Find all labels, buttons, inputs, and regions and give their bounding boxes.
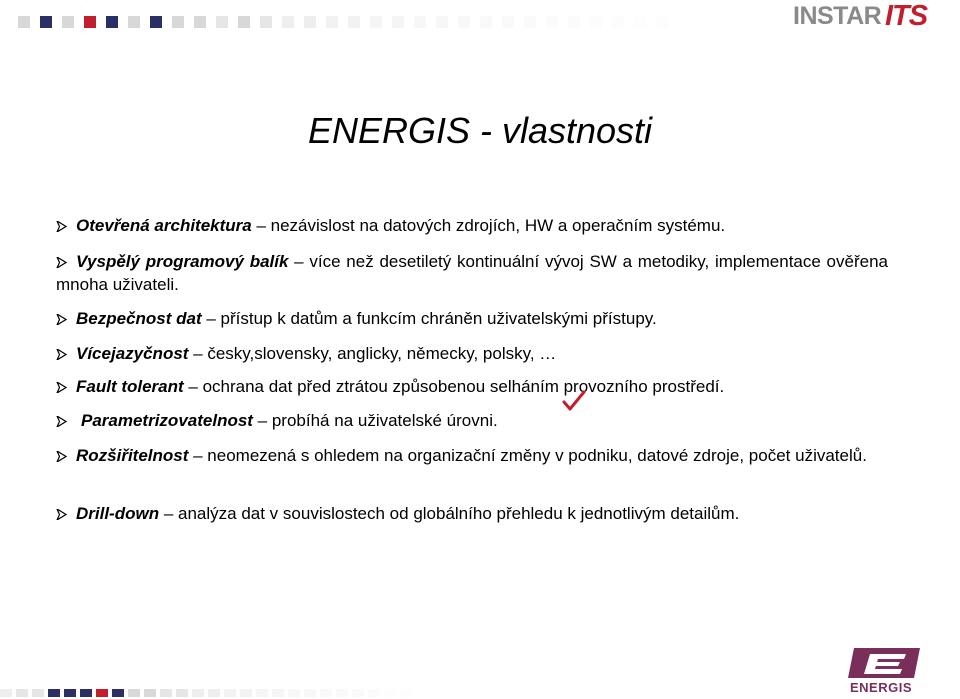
arrow-bullet-icon <box>56 314 67 325</box>
bullet-term: Fault tolerant <box>76 377 184 396</box>
list-item <box>56 444 888 467</box>
deco-square <box>160 689 172 697</box>
deco-square <box>272 689 284 697</box>
bottom-decorative-bar <box>0 683 830 699</box>
deco-square <box>176 689 188 697</box>
deco-square <box>304 16 316 28</box>
list-item <box>56 409 888 432</box>
deco-square <box>80 689 92 697</box>
bullet-term: Parametrizovatelnost <box>81 411 253 430</box>
bullet-text: – přístup k datům a funkcím chráněn uživatelskými přístupy. <box>201 309 657 328</box>
deco-square <box>106 16 118 28</box>
top-decorative-bar <box>0 10 800 32</box>
arrow-bullet-icon <box>56 349 67 360</box>
deco-square <box>590 16 602 28</box>
deco-square <box>480 16 492 28</box>
list-item <box>56 502 888 525</box>
checkmark-icon <box>562 389 586 413</box>
deco-square <box>172 16 184 28</box>
bullet-term: Bezpečnost dat <box>76 309 202 328</box>
arrow-bullet-icon <box>56 257 67 268</box>
deco-square <box>392 16 404 28</box>
deco-square <box>216 16 228 28</box>
deco-square <box>0 689 12 697</box>
bullet-term: Vícejazyčnost <box>76 344 189 363</box>
deco-square <box>16 689 28 697</box>
deco-square <box>288 689 300 697</box>
deco-square <box>400 689 412 697</box>
list-item <box>56 375 888 398</box>
deco-square <box>436 16 448 28</box>
deco-square <box>352 689 364 697</box>
deco-square <box>240 689 252 697</box>
arrow-bullet-icon <box>56 221 67 232</box>
deco-square <box>336 689 348 697</box>
instar-its-logo <box>793 0 960 30</box>
deco-square <box>208 689 220 697</box>
deco-square <box>502 16 514 28</box>
page-title: ENERGIS - vlastnosti <box>307 110 653 151</box>
deco-square <box>112 689 124 697</box>
deco-square <box>18 16 30 28</box>
logo-energis-text: ENERGIS <box>850 680 913 695</box>
deco-square <box>192 689 204 697</box>
deco-square <box>64 689 76 697</box>
bullet-text: – probíhá na uživatelské úrovni. <box>252 411 498 430</box>
deco-square <box>384 689 396 697</box>
deco-square <box>260 16 272 28</box>
deco-square <box>320 689 332 697</box>
deco-square <box>144 689 156 697</box>
deco-square <box>40 16 52 28</box>
arrow-bullet-icon <box>56 509 67 520</box>
deco-square <box>326 16 338 28</box>
list-item <box>56 250 888 296</box>
deco-square <box>524 16 536 28</box>
arrow-bullet-icon <box>56 382 67 393</box>
deco-square <box>546 16 558 28</box>
bullet-text: – neomezená s ohledem na organizační změny v podniku, datové zdroje, počet uživatelů. <box>188 446 867 465</box>
deco-square <box>48 689 60 697</box>
deco-square <box>282 16 294 28</box>
deco-square <box>458 16 470 28</box>
deco-square <box>96 689 108 697</box>
deco-square <box>656 16 668 28</box>
list-item <box>56 307 888 330</box>
logo-instar-text: INSTAR <box>793 2 882 30</box>
deco-square <box>62 16 74 28</box>
deco-square <box>128 16 140 28</box>
list-item <box>56 342 888 365</box>
arrow-bullet-icon <box>56 451 67 462</box>
deco-square <box>304 689 316 697</box>
deco-square <box>32 689 44 697</box>
deco-square <box>368 689 380 697</box>
energis-e-icon <box>848 644 930 682</box>
bullet-term: Rozšiřitelnost <box>76 446 189 465</box>
bullet-term: Drill-down <box>76 504 160 523</box>
deco-square <box>612 16 624 28</box>
deco-square <box>370 16 382 28</box>
arrow-bullet-icon <box>56 416 67 427</box>
deco-square <box>256 689 268 697</box>
deco-square <box>84 16 96 28</box>
deco-square <box>238 16 250 28</box>
deco-square <box>150 16 162 28</box>
bullet-term: Otevřená architektura <box>76 216 252 235</box>
deco-square <box>634 16 646 28</box>
deco-square <box>224 689 236 697</box>
bullet-text: – česky,slovensky, anglicky, německy, polsky, … <box>188 344 557 363</box>
deco-square <box>348 16 360 28</box>
bullet-text: – analýza dat v souvislostech od globálního přehledu k jednotlivým detailům. <box>159 504 740 523</box>
bullet-text: – více než desetiletý kontinuální vývoj SW a metodiky, implementace ověřena mnoha uživateli. <box>56 252 888 294</box>
deco-square <box>194 16 206 28</box>
deco-square <box>128 689 140 697</box>
bullet-text: – ochrana dat před ztrátou způsobenou selháním provozního prostředí. <box>183 377 725 396</box>
list-item <box>56 214 888 237</box>
bullet-term: Vyspělý programový balík <box>76 252 289 271</box>
bullet-text: – nezávislost na datových zdrojích, HW a operačním systému. <box>251 216 726 235</box>
deco-square <box>568 16 580 28</box>
logo-its-text: ITS <box>885 0 928 32</box>
energis-logo <box>848 644 930 699</box>
deco-square <box>414 16 426 28</box>
